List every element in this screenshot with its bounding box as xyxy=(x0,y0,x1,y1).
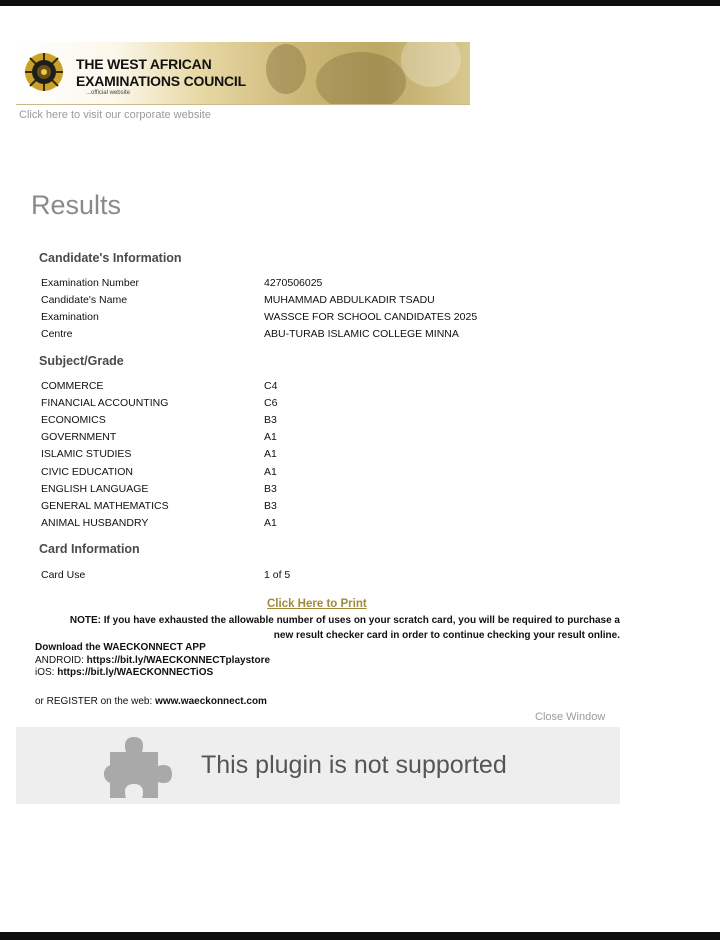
info-label: Centre xyxy=(41,328,73,340)
subject-grade: C6 xyxy=(264,397,278,409)
scratch-card-note xyxy=(36,613,620,643)
subject-name: ISLAMIC STUDIES xyxy=(41,448,132,460)
subject-name: GOVERNMENT xyxy=(41,431,117,443)
note-line1: If you have exhausted the allowable number of uses on your scratch card, you will be required to purchase a xyxy=(103,615,620,626)
android-link[interactable]: https://bit.ly/WAECKONNECTplaystore xyxy=(86,654,271,666)
subject-name: COMMERCE xyxy=(41,380,104,392)
card-info-heading: Card Information xyxy=(39,542,140,556)
subject-grade: A1 xyxy=(264,431,277,443)
app-download-title: Download the WAECKONNECT APP xyxy=(35,642,206,653)
info-value: WASSCE FOR SCHOOL CANDIDATES 2025 xyxy=(264,311,478,323)
ios-link[interactable]: https://bit.ly/WAECKONNECTiOS xyxy=(57,667,214,678)
subject-grade: A1 xyxy=(264,517,277,529)
candidate-info-heading: Candidate's Information xyxy=(39,251,182,265)
subject-name: ECONOMICS xyxy=(41,414,106,426)
info-row-examination xyxy=(41,311,601,327)
subject-grade: B3 xyxy=(264,500,277,512)
print-link[interactable]: Click Here to Print xyxy=(267,598,367,610)
info-value: 4270506025 xyxy=(264,277,323,289)
bottom-nav-bar xyxy=(0,932,720,940)
table-row xyxy=(41,431,601,447)
info-label: Examination xyxy=(41,311,99,323)
table-row xyxy=(41,397,601,413)
register-link[interactable]: www.waeckonnect.com xyxy=(155,696,267,707)
plugin-message: This plugin is not supported xyxy=(201,751,507,779)
register-label: or REGISTER on the web: xyxy=(35,696,156,707)
org-subtitle: ...official website xyxy=(86,90,130,96)
register-line xyxy=(35,696,267,707)
subject-grade: A1 xyxy=(264,466,277,478)
banner-photo-shape xyxy=(316,52,406,104)
subject-name: CIVIC EDUCATION xyxy=(41,466,133,478)
subject-grade: C4 xyxy=(264,380,278,392)
info-row-centre xyxy=(41,328,601,344)
plugin-placeholder xyxy=(16,727,620,804)
note-line2: new result checker card in order to continue checking your result online. xyxy=(273,630,620,641)
subject-name: ENGLISH LANGUAGE xyxy=(41,483,149,495)
top-status-bar xyxy=(0,0,720,6)
info-label: Candidate's Name xyxy=(41,294,128,306)
card-use-row xyxy=(41,569,601,585)
app-download-block xyxy=(35,642,270,680)
table-row xyxy=(41,466,601,482)
banner-divider xyxy=(16,104,470,105)
table-row xyxy=(41,414,601,430)
waec-header-banner[interactable] xyxy=(16,42,470,104)
card-use-label: Card Use xyxy=(41,569,86,581)
info-value: ABU-TURAB ISLAMIC COLLEGE MINNA xyxy=(264,328,459,340)
card-use-value: 1 of 5 xyxy=(264,569,291,581)
info-label: Examination Number xyxy=(41,277,140,289)
subject-name: ANIMAL HUSBANDRY xyxy=(41,517,149,529)
info-row-candidate-name xyxy=(41,294,601,310)
info-row-exam-number xyxy=(41,277,601,293)
subject-grade: B3 xyxy=(264,414,277,426)
table-row xyxy=(41,448,601,464)
info-value: MUHAMMAD ABDULKADIR TSADU xyxy=(264,294,435,306)
waec-logo-icon xyxy=(24,52,64,92)
note-label: NOTE: xyxy=(69,615,101,626)
subject-name: FINANCIAL ACCOUNTING xyxy=(41,397,169,409)
page-title: Results xyxy=(31,190,122,220)
ios-label: iOS: xyxy=(35,667,58,678)
subject-grade: B3 xyxy=(264,483,277,495)
subject-grade: A1 xyxy=(264,448,277,460)
subject-grade-heading: Subject/Grade xyxy=(39,354,124,368)
banner-photo-shape xyxy=(401,42,461,87)
corporate-website-link[interactable]: Click here to visit our corporate website xyxy=(19,109,211,121)
table-row xyxy=(41,380,601,396)
table-row xyxy=(41,500,601,516)
org-name-line1: THE WEST AFRICAN xyxy=(76,56,212,72)
table-row xyxy=(41,483,601,499)
subject-name: GENERAL MATHEMATICS xyxy=(41,500,169,512)
puzzle-piece-icon xyxy=(104,732,174,800)
org-name-line2: EXAMINATIONS COUNCIL xyxy=(76,73,246,89)
close-window-link[interactable]: Close Window xyxy=(535,711,606,723)
android-label: ANDROID: xyxy=(35,654,87,666)
banner-photo-shape xyxy=(266,44,306,94)
table-row xyxy=(41,517,601,533)
